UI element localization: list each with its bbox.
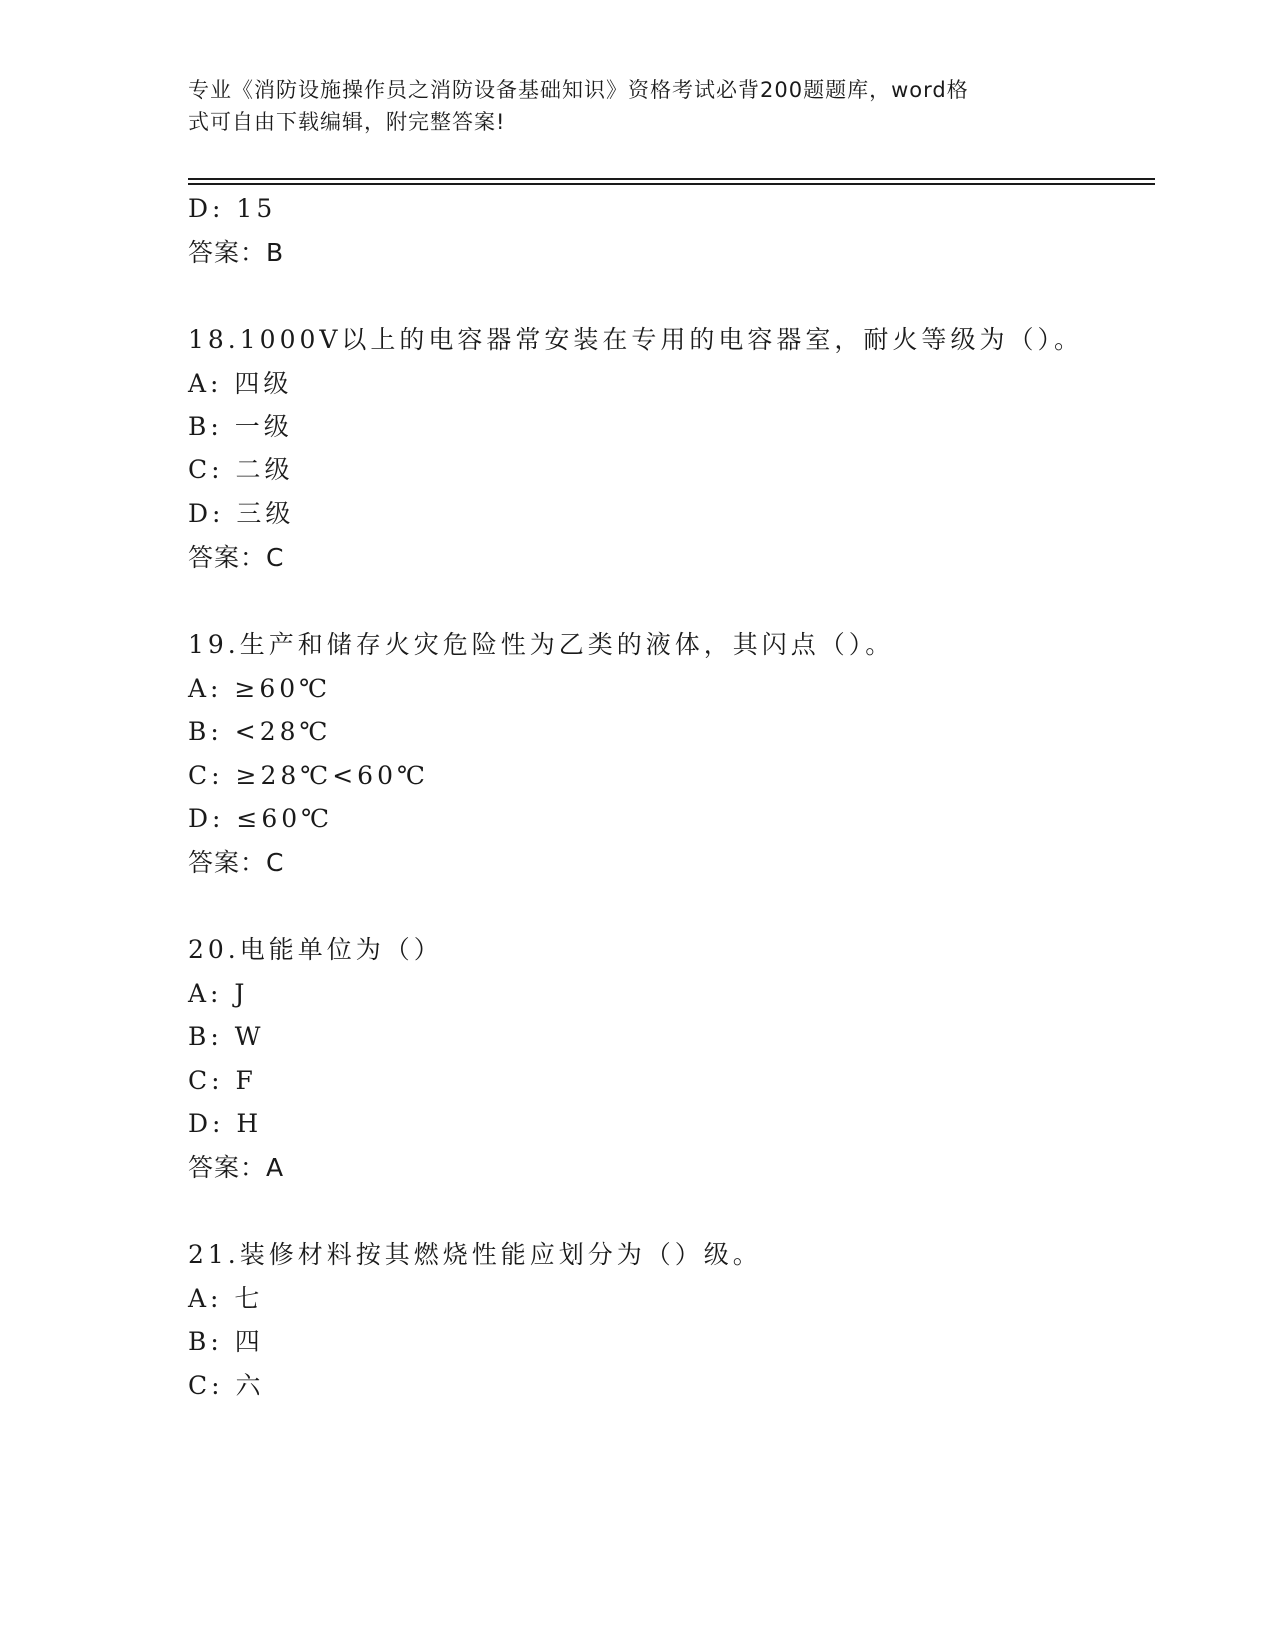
q19-option-b: B: <28℃ bbox=[188, 717, 332, 746]
header-line-2: 式可自由下载编辑，附完整答案! bbox=[188, 110, 506, 134]
q18-option-b: B: 一级 bbox=[188, 412, 293, 441]
q18-option-d: D: 三级 bbox=[188, 499, 295, 528]
q20-answer: 答案：A bbox=[188, 1153, 285, 1182]
header-line-1: 专业《消防设施操作员之消防设备基础知识》资格考试必背200题题库，word格 bbox=[188, 78, 969, 102]
q19-option-d: D: ≤60℃ bbox=[188, 804, 334, 833]
prev-answer: 答案：B bbox=[188, 238, 285, 267]
q21-option-c: C: 六 bbox=[188, 1371, 265, 1400]
q18-option-c: C: 二级 bbox=[188, 455, 294, 484]
document-header bbox=[188, 74, 1088, 138]
question-20: 20.电能单位为（） bbox=[188, 935, 443, 964]
q21-option-a: A: 七 bbox=[188, 1284, 264, 1313]
q20-option-c: C: F bbox=[188, 1066, 257, 1095]
q18-answer: 答案：C bbox=[188, 543, 285, 572]
question-21: 21.装修材料按其燃烧性能应划分为（）级。 bbox=[188, 1240, 762, 1269]
q20-option-a: A: J bbox=[188, 979, 249, 1008]
prev-option-d: D: 15 bbox=[188, 194, 277, 223]
header-rule-bottom bbox=[188, 183, 1155, 185]
q19-option-a: A: ≥60℃ bbox=[188, 674, 332, 703]
q19-answer: 答案：C bbox=[188, 848, 285, 877]
question-19: 19.生产和储存火灾危险性为乙类的液体，其闪点（）。 bbox=[188, 630, 895, 659]
question-18: 18.1000V以上的电容器常安装在专用的电容器室，耐火等级为（）。 bbox=[188, 325, 1083, 354]
header-rule-top bbox=[188, 178, 1155, 180]
q20-option-b: B: W bbox=[188, 1022, 265, 1051]
q18-option-a: A: 四级 bbox=[188, 369, 293, 398]
q20-option-d: D: H bbox=[188, 1109, 263, 1138]
q19-option-c: C: ≥28℃<60℃ bbox=[188, 761, 429, 790]
q21-option-b: B: 四 bbox=[188, 1327, 264, 1356]
